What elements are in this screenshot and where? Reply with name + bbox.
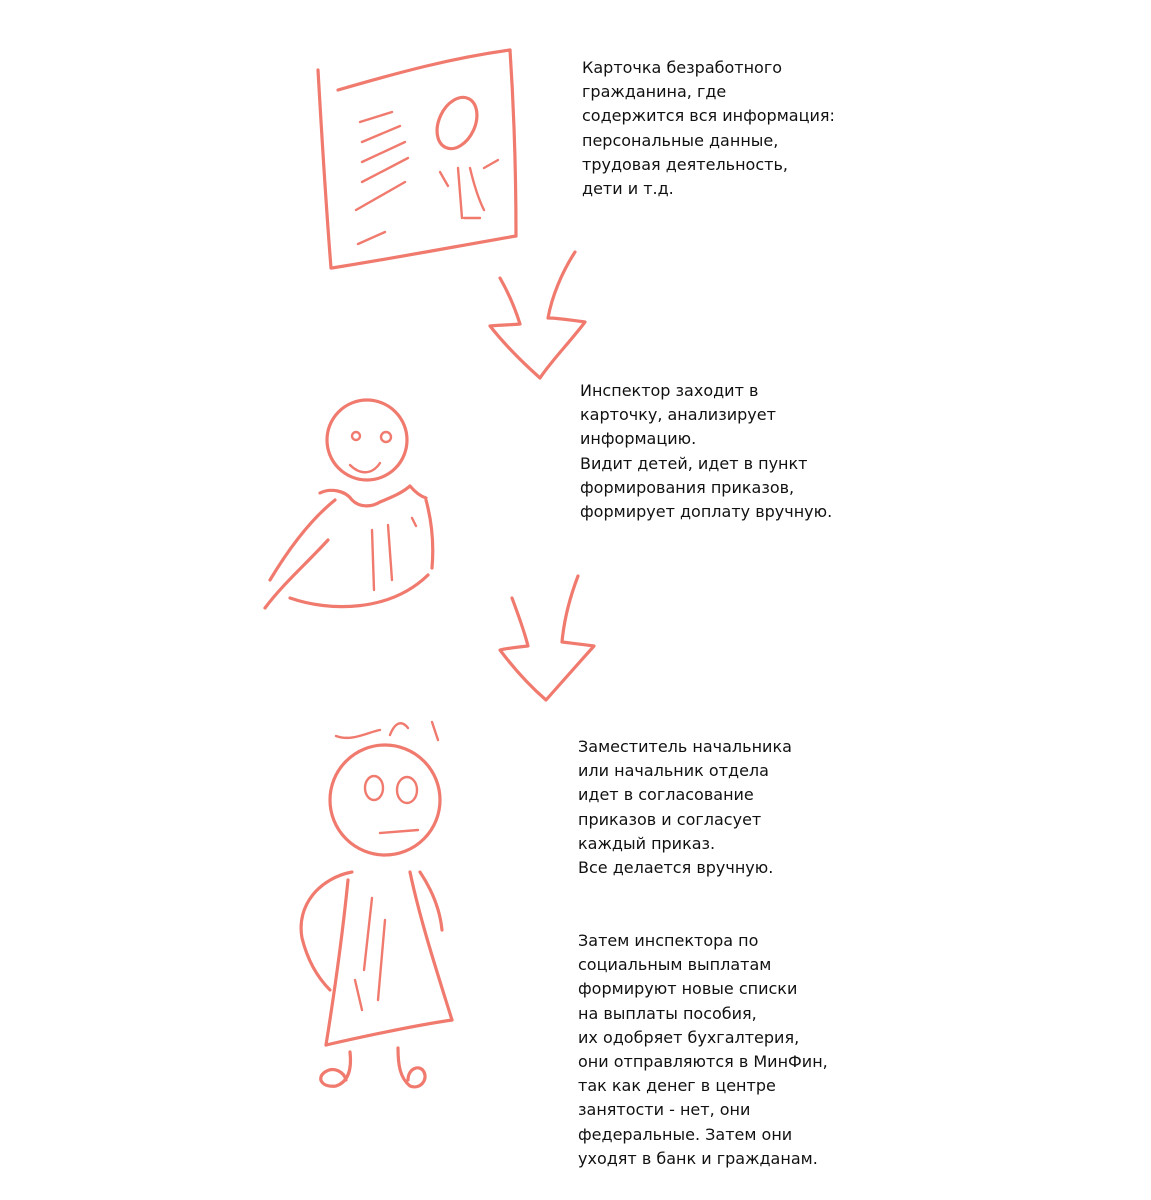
card-photo-head [429,91,484,155]
note-line: они отправляются в МинФин, [578,1052,828,1072]
note-line: каждый приказ. [578,833,716,853]
note-line: персональные данные, [582,130,779,150]
note-line: информацию. [580,429,697,449]
note-line: Все делается вручную. [578,858,774,878]
note-line: федеральные. Затем они [578,1124,793,1144]
note-line: или начальник отдела [578,761,769,781]
note-line: идет в согласование [578,785,754,805]
note-line: социальным выплатам [578,955,772,975]
step-inspector-note [580,379,832,524]
inspector-head [327,400,407,480]
note-line: дети и т.д. [582,179,674,199]
note-line: их одобряет бухгалтерия, [578,1027,800,1047]
note-line: так как денег в центре [578,1076,776,1096]
note-line: содержится вся информация: [582,106,835,126]
step-payments-note [578,929,828,1171]
inspector-figure-icon [265,400,433,608]
note-line: Затем инспектора по [578,931,759,950]
note-line: Видит детей, идет в пункт [580,453,808,473]
arrow-down-icon [500,576,594,700]
deputy-head-figure-icon [301,722,452,1087]
note-line: уходят в банк и гражданам. [578,1148,818,1168]
card-icon [318,50,516,268]
note-line: формируют новые списки [578,979,798,999]
step-card-note [582,56,835,201]
note-line: гражданина, где [582,82,727,102]
step-deputy-note [578,735,792,880]
note-line: на выплаты пособия, [578,1003,757,1023]
note-line: формирует доплату вручную. [580,502,833,522]
deputy-head [330,745,440,855]
note-line: Заместитель начальника [578,737,792,756]
arrow-down-icon [490,252,585,378]
note-line: Инспектор заходит в [580,381,759,400]
note-line: Карточка безработного [582,58,783,77]
note-line: формирования приказов, [580,477,795,497]
note-line: карточку, анализирует [580,405,776,425]
note-line: приказов и согласует [578,809,762,829]
note-line: трудовая деятельность, [582,154,788,174]
note-line: занятости - нет, они [578,1100,751,1120]
